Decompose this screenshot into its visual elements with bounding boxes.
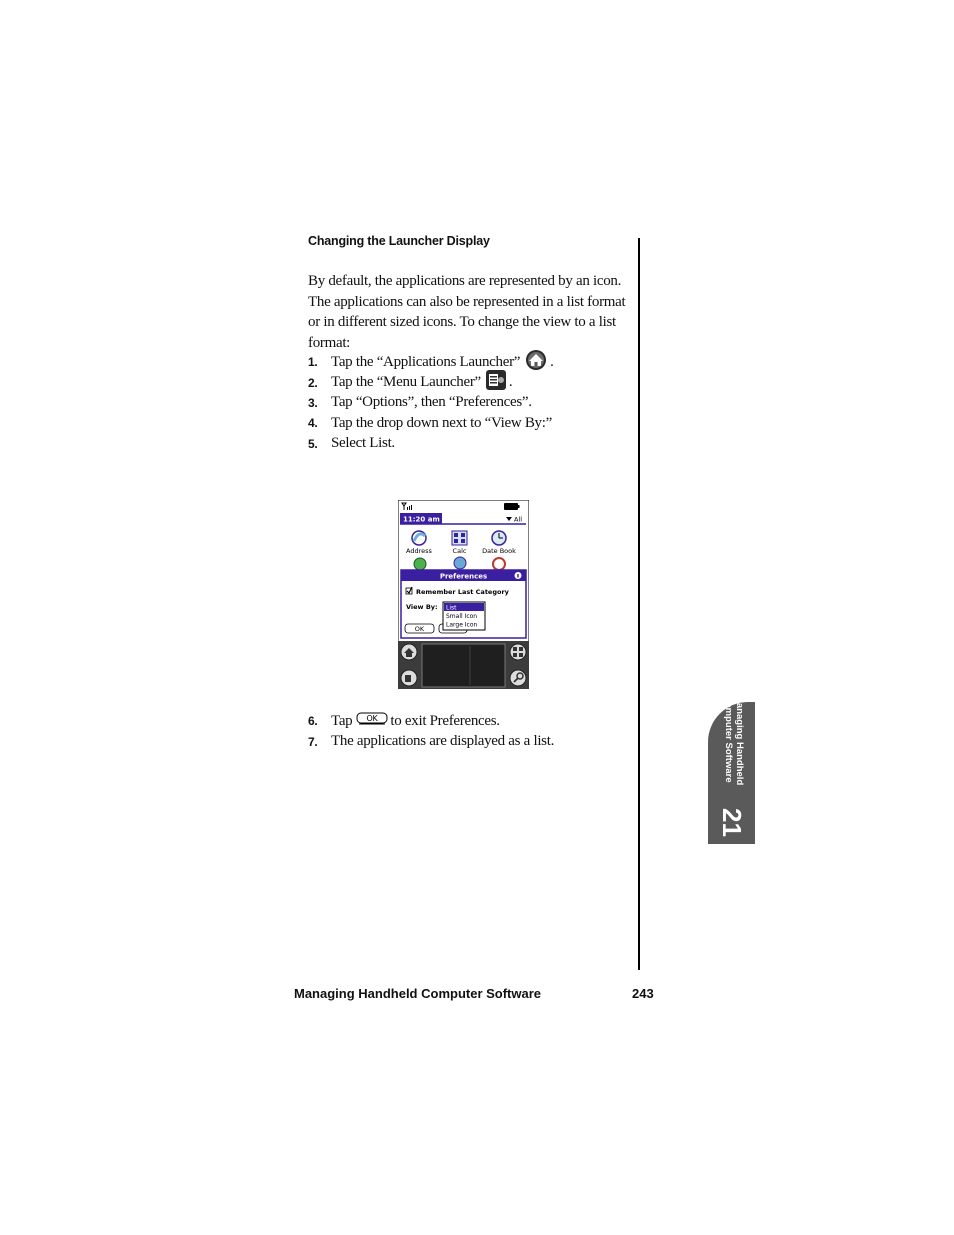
step-item [308,372,628,392]
step-number: 7. [308,734,318,749]
calc-app-icon [452,531,467,545]
step-text: Tap the “Applications Launcher” [331,353,521,370]
step-number: 6. [308,714,318,729]
step-text: Tap “Options”, then “Preferences”. [331,394,532,411]
step-text: Tap the “Menu Launcher” [331,374,481,391]
step-text-after: to exit Preferences. [390,712,500,729]
app-label: Date Book [482,547,516,555]
chapter-tab [708,695,755,844]
palm-screenshot [398,500,529,689]
ok-button-icon [356,712,388,730]
step-text: Select List. [331,435,395,452]
steps-list [308,352,628,454]
category-label: All [514,515,523,524]
datebook-app-icon [492,531,506,545]
ok-button-label: OK [414,625,425,633]
step-number: 2. [308,375,318,390]
chapter-number: 21 [717,808,747,837]
address-app-icon [412,531,426,545]
home-icon [524,349,548,376]
step-item [308,731,628,751]
app-label: Calc [452,547,467,555]
step-item [308,711,628,731]
dropdown-option[interactable]: Small Icon [446,613,478,620]
step-text: Tap the drop down next to “View By:” [331,414,552,431]
step-text-after: . [508,374,513,391]
step-number: 1. [308,355,318,370]
step-item [308,413,628,433]
dropdown-option[interactable]: Large Icon [446,621,478,629]
intro-paragraph: By default, the applications are represented by an icon. The applications can also be represented in a list format or in different sized icons. To change the view to a list format: [308,273,626,351]
chapter-tab-title: Managing Handheld Computer Software [723,695,745,786]
step-text: Tap [331,712,353,729]
step-number: 4. [308,416,318,431]
section-heading: Changing the Launcher Display [308,234,490,248]
page-number: 243 [632,986,654,1001]
dropdown-option[interactable]: List [446,604,457,612]
step-text-after: . [550,353,554,370]
graffiti-area[interactable] [422,644,505,687]
calc-silk-icon[interactable] [510,644,526,660]
svg-text:OK: OK [366,714,378,724]
time-label: 11:20 am [403,515,440,524]
step-item [308,393,628,413]
checkbox-label: Remember Last Category [416,588,509,596]
steps-list-continued [308,711,628,752]
footer-title: Managing Handheld Computer Software [294,986,542,1001]
step-number: 3. [308,395,318,410]
dialog-title: Preferences [439,572,488,581]
margin-rule [638,238,640,970]
step-text: The applications are displayed as a list. [331,733,555,750]
view-by-label: View By: [406,603,438,611]
step-item [308,352,628,372]
step-item [308,434,628,454]
preferences-dialog [401,570,526,638]
menu-icon [485,369,507,396]
app-label: Address [406,547,432,555]
step-number: 5. [308,436,318,451]
